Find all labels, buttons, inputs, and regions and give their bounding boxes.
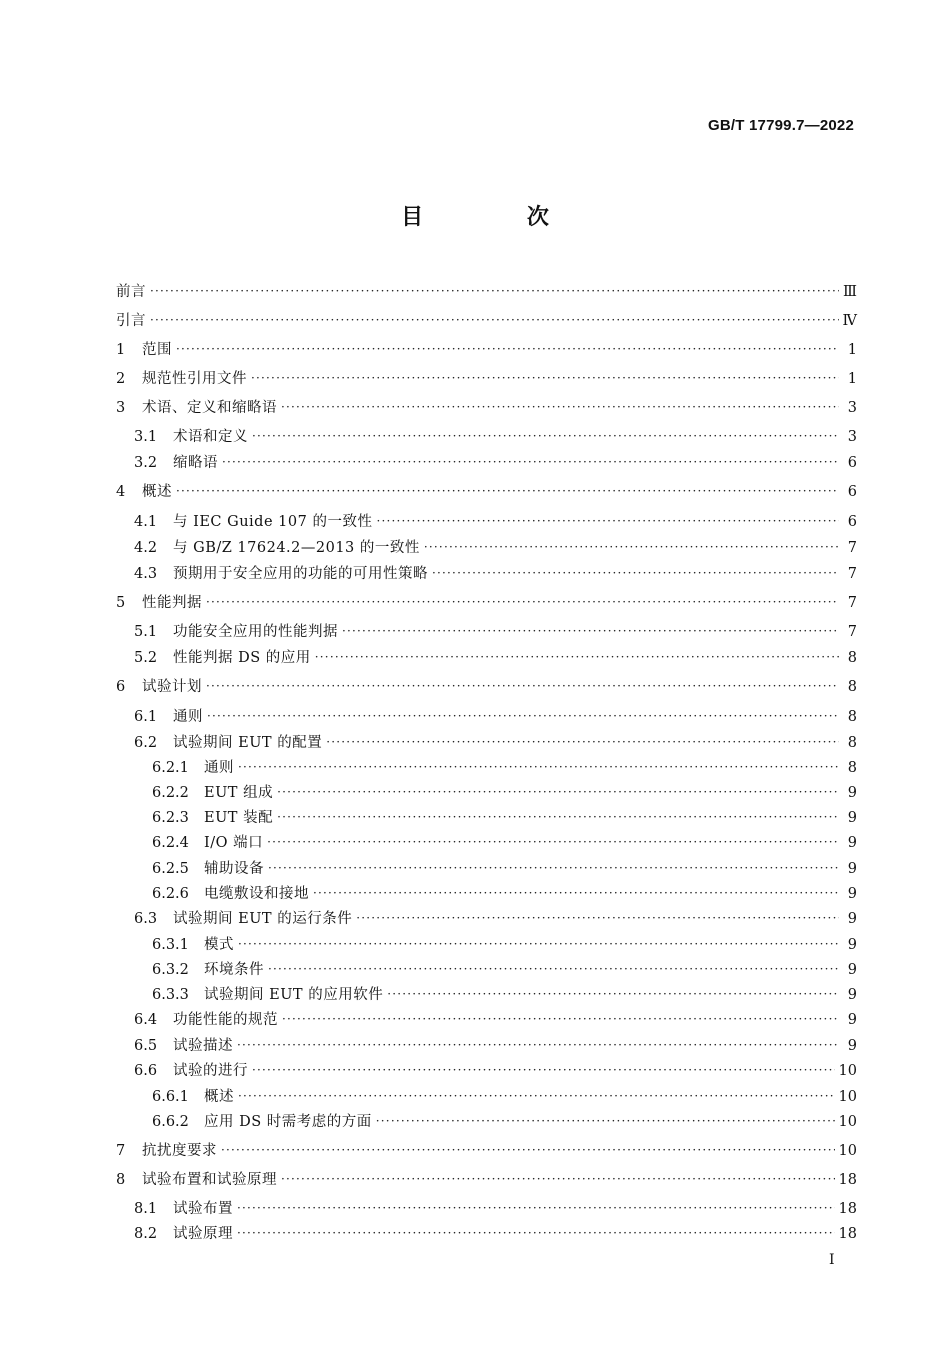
toc-entry[interactable] [116,933,857,954]
toc-entry-page: 9 [847,810,857,826]
toc-entry-number: 6.2.5 [152,861,189,877]
dot-leader [237,1201,835,1215]
toc-entry-number: 5.2 [134,650,158,666]
toc-entry[interactable] [116,1085,857,1106]
toc-entry-page: 1 [847,342,857,358]
dot-leader [238,1089,835,1103]
dot-leader [342,624,839,638]
toc-entry-number: 6.2.1 [152,760,189,776]
toc-entry-label: 规范性引用文件 [142,371,247,387]
toc-entry-number: 6.3.1 [152,937,189,953]
toc-entry-label: 与 IEC Guide 107 的一致性 [173,514,373,530]
dot-leader [206,595,839,609]
toc-entry-page: 8 [847,735,857,751]
toc-entry-number: 2 [116,371,126,387]
toc-entry[interactable] [116,675,857,696]
toc-entry-page: 7 [847,624,857,640]
toc-entry-page: 9 [847,861,857,877]
toc-entry-number: 4.3 [134,566,158,582]
toc-entry-label: 试验期间 EUT 的配置 [173,735,323,751]
toc-entry-number: 7 [116,1143,126,1159]
dot-leader [251,371,839,385]
dot-leader [277,785,839,799]
toc-entry-number: 6.3.2 [152,962,189,978]
dot-leader [207,709,839,723]
toc-entry-number: 6.1 [134,709,158,725]
dot-leader [424,540,839,554]
toc-entry-number: 6.6 [134,1063,158,1079]
toc-entry-label: I/O 端口 [204,835,264,851]
toc-entry[interactable] [116,338,857,359]
toc-entry[interactable] [116,983,857,1004]
toc-entry-page: 9 [847,886,857,902]
toc-entry[interactable] [116,1222,857,1243]
toc-entry-label: EUT 组成 [204,785,274,801]
toc-entry[interactable] [116,831,857,852]
toc-entry-label: 辅助设备 [204,861,264,877]
toc-entry-page: 7 [847,566,857,582]
toc-entry-label: 术语和定义 [173,429,248,445]
toc-entry[interactable] [116,731,857,752]
dot-leader [277,810,839,824]
dot-leader [315,650,839,664]
toc-entry[interactable] [116,756,857,777]
toc-entry-label: 预期用于安全应用的功能的可用性策略 [173,566,428,582]
toc-entry-page: 9 [847,835,857,851]
toc-entry-label: 试验布置 [173,1201,233,1217]
toc-entry-page: Ⅳ [842,313,857,329]
toc-entry[interactable] [116,705,857,726]
toc-entry-number: 8.1 [134,1201,158,1217]
toc-entry-number: 5 [116,595,126,611]
toc-entry-page: 10 [838,1114,857,1130]
toc-entry-label: 环境条件 [204,962,264,978]
dot-leader [281,400,839,414]
toc-entry-number: 6.2.2 [152,785,189,801]
toc-entry[interactable] [116,280,857,301]
toc-entry-page: 3 [847,429,857,445]
toc-entry-number: 1 [116,342,126,358]
toc-entry-label: 电缆敷设和接地 [204,886,309,902]
dot-leader [238,937,839,951]
dot-leader [268,861,839,875]
toc-entry-number: 6.3.3 [152,987,189,1003]
toc-entry-page: 8 [847,709,857,725]
toc-entry-number: 6.6.1 [152,1089,189,1105]
toc-entry[interactable] [116,958,857,979]
dot-leader [252,429,839,443]
toc-entry-number: 8 [116,1172,126,1188]
dot-leader [281,1172,835,1186]
toc-entry[interactable] [116,781,857,802]
toc-entry-number: 6 [116,679,126,695]
toc-entry-page: 9 [847,962,857,978]
toc-entry-label: 试验期间 EUT 的应用软件 [204,987,384,1003]
toc-entry-label: 功能安全应用的性能判据 [173,624,338,640]
toc-entry-page: 10 [838,1063,857,1079]
toc-entry[interactable] [116,451,857,472]
toc-entry-label: 概述 [142,484,172,500]
toc-entry-number: 4.1 [134,514,158,530]
toc-entry-page: 18 [838,1172,857,1188]
toc-entry-page: 1 [847,371,857,387]
toc-entry-label: 模式 [204,937,234,953]
toc-entry[interactable] [116,806,857,827]
toc-entry[interactable] [116,536,857,557]
toc-entry[interactable] [116,562,857,583]
toc-entry[interactable] [116,510,857,531]
toc-entry-label: 概述 [204,1089,234,1105]
toc-entry[interactable] [116,1197,857,1218]
toc-entry-label: EUT 装配 [204,810,274,826]
dot-leader [387,987,839,1001]
toc-entry-page: 18 [838,1201,857,1217]
dot-leader [206,679,839,693]
dot-leader [282,1012,839,1026]
toc-entry[interactable] [116,1139,857,1160]
toc-entry-number: 3 [116,400,126,416]
toc-entry-page: 9 [847,987,857,1003]
toc-entry-number: 6.4 [134,1012,158,1028]
dot-leader [376,514,839,528]
toc-entry-number: 4 [116,484,126,500]
toc-entry-page: 9 [847,1012,857,1028]
dot-leader [376,1114,835,1128]
toc-entry-label: 范围 [142,342,172,358]
toc-entry-page: 9 [847,911,857,927]
toc-entry-page: 7 [847,595,857,611]
toc-entry-label: 功能性能的规范 [173,1012,278,1028]
toc-entry-number: 6.2.6 [152,886,189,902]
toc-entry[interactable] [116,425,857,446]
toc-entry[interactable] [116,591,857,612]
toc-entry-label: 试验期间 EUT 的运行条件 [173,911,353,927]
dot-leader [326,735,839,749]
toc-entry-label: 试验描述 [173,1038,233,1054]
toc-entry-page: 10 [838,1143,857,1159]
toc-entry-label: 通则 [173,709,203,725]
toc-entry[interactable] [116,882,857,903]
toc-entry-page: 7 [847,540,857,556]
toc-entry[interactable] [116,1059,857,1080]
dot-leader [237,1226,835,1240]
toc-entry-label: 试验计划 [142,679,202,695]
dot-leader [313,886,839,900]
toc-entry[interactable] [116,367,857,388]
toc-entry-label: 与 GB/Z 17624.2—2013 的一致性 [173,540,420,556]
toc-entry[interactable] [116,620,857,641]
dot-leader [221,1143,835,1157]
dot-leader [432,566,839,580]
toc-entry-number: 6.2.3 [152,810,189,826]
dot-leader [267,835,839,849]
toc-entry[interactable] [116,480,857,501]
toc-entry-label: 通则 [204,760,234,776]
dot-leader [176,342,839,356]
toc-entry-number: 4.2 [134,540,158,556]
toc-entry-page: 6 [847,514,857,530]
toc-entry-label: 缩略语 [173,455,218,471]
toc-entry-label: 性能判据 DS 的应用 [173,650,311,666]
toc-entry-label: 引言 [116,313,146,329]
toc-entry[interactable] [116,857,857,878]
toc-entry-label: 抗扰度要求 [142,1143,217,1159]
toc-entry-number: 6.5 [134,1038,158,1054]
dot-leader [237,1038,839,1052]
toc-entry[interactable] [116,1110,857,1131]
toc-entry-label: 术语、定义和缩略语 [142,400,277,416]
toc-entry[interactable] [116,396,857,417]
toc-entry-page: 18 [838,1226,857,1242]
toc-entry-page: 6 [847,455,857,471]
dot-leader [252,1063,835,1077]
toc-entry-number: 5.1 [134,624,158,640]
toc-entry-label: 试验原理 [173,1226,233,1242]
dot-leader [150,313,839,327]
toc-entry-number: 6.3 [134,911,158,927]
standard-code: GB/T 17799.7—2022 [708,117,854,134]
dot-leader [222,455,839,469]
toc-entry-label: 试验的进行 [173,1063,248,1079]
dot-leader [356,911,839,925]
toc-entry-number: 6.6.2 [152,1114,189,1130]
toc-entry-number: 8.2 [134,1226,158,1242]
dot-leader [176,484,839,498]
toc-entry[interactable] [116,1034,857,1055]
toc-entry-page: Ⅲ [843,284,857,300]
toc-entry-number: 6.2 [134,735,158,751]
toc-entry-page: 10 [838,1089,857,1105]
toc-entry[interactable] [116,907,857,928]
toc-entry-label: 应用 DS 时需考虑的方面 [204,1114,372,1130]
page-folio: I [829,1252,835,1268]
toc-entry[interactable] [116,1008,857,1029]
toc-entry-number: 3.2 [134,455,158,471]
toc-entry-page: 9 [847,785,857,801]
toc-entry-page: 9 [847,1038,857,1054]
toc-entry-page: 8 [847,679,857,695]
dot-leader [150,284,839,298]
toc-entry[interactable] [116,1168,857,1189]
dot-leader [268,962,839,976]
toc-entry[interactable] [116,646,857,667]
toc-entry-page: 6 [847,484,857,500]
toc-entry-number: 3.1 [134,429,158,445]
toc-entry-page: 9 [847,937,857,953]
toc-entry-page: 8 [847,650,857,666]
page-title: 目 次 [401,205,597,230]
toc-entry-label: 性能判据 [142,595,202,611]
toc-entry-page: 8 [847,760,857,776]
toc-entry-label: 试验布置和试验原理 [142,1172,277,1188]
dot-leader [238,760,839,774]
toc-entry-label: 前言 [116,284,146,300]
toc-entry-page: 3 [847,400,857,416]
toc-entry[interactable] [116,309,857,330]
toc-entry-number: 6.2.4 [152,835,189,851]
